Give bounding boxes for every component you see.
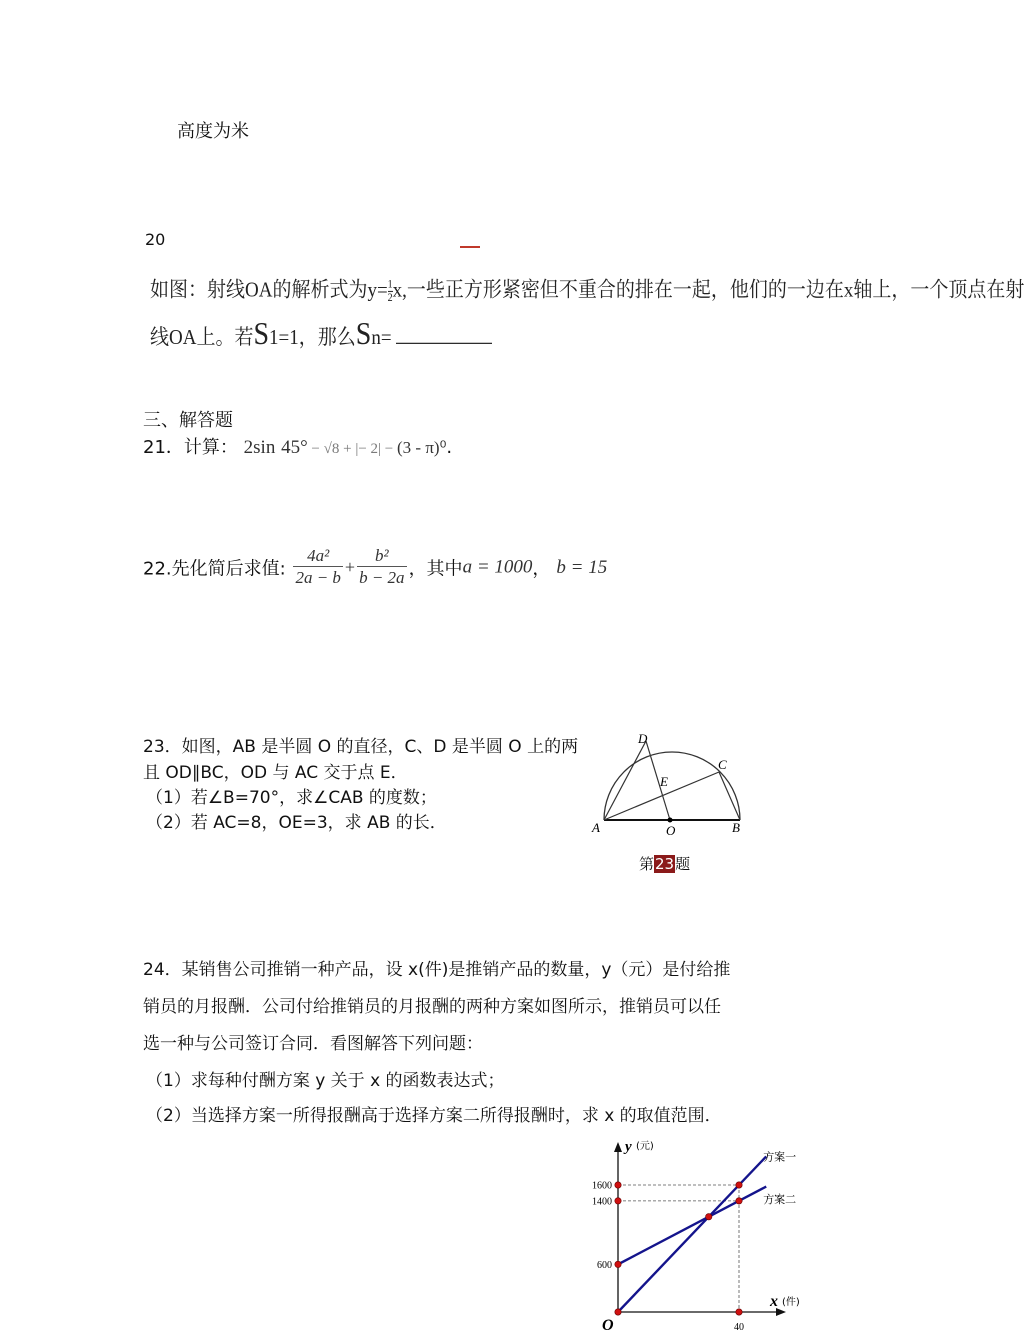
q20-line2: 线OA上。若S1=1，那么Sn= xyxy=(150,317,492,353)
figure-caption: 第23题 xyxy=(639,855,691,873)
center-point xyxy=(668,818,673,823)
x-tick-40: 40 xyxy=(734,1322,744,1333)
q23-line2: 且 OD∥BC，OD 与 AC 交于点 E． xyxy=(143,763,408,783)
q21-line: 21．计算： 2sin 45° − √8 + |− 2| − (3 - π)⁰. xyxy=(143,437,453,458)
answer-blank xyxy=(396,325,492,344)
q23-part2: （2）若 AC=8，OE=3，求 AB 的长． xyxy=(146,813,447,833)
label-o: O xyxy=(666,823,676,838)
label-c: C xyxy=(718,757,727,772)
q22-line: 22.先化简后求值: $\frac{\text{4a²}}{2a - b}$ + $\frac{\text{b²}}{b - 2a}$ ，其中a = 1000， b = 15 xyxy=(143,546,608,587)
y-axis-label: y xyxy=(625,1139,632,1155)
q23-part1: （1）若∠B=70°，求∠CAB 的度数； xyxy=(146,788,437,808)
fragment-text: 高度为米 xyxy=(177,121,249,142)
q24-part2: （2）当选择方案一所得报酬高于选择方案二所得报酬时，求 x 的取值范围． xyxy=(146,1106,722,1126)
semicircle-figure xyxy=(590,728,760,840)
origin-label: O xyxy=(602,1317,614,1334)
point-y-axis-600 xyxy=(615,1261,621,1267)
label-e: E xyxy=(660,774,668,789)
point-x-axis-40 xyxy=(736,1309,742,1315)
half-fraction: $\frac{1}{2}$ xyxy=(387,278,393,305)
section-title: 三、解答题 xyxy=(143,410,233,431)
q24-line2: 销员的月报酬．公司付给推销员的月报酬的两种方案如图所示，推销员可以任 xyxy=(143,997,721,1017)
red-mark xyxy=(460,246,480,248)
point-y-axis-1400 xyxy=(615,1198,621,1204)
y-tick-600: 600 xyxy=(597,1259,612,1271)
series-label-plan2: 方案二 xyxy=(763,1192,797,1206)
q24-line3: 选一种与公司签订合同．看图解答下列问题： xyxy=(143,1034,483,1054)
y-axis-arrow xyxy=(614,1142,622,1152)
y-tick-1600: 1600 xyxy=(592,1180,612,1192)
y-axis-unit: (元) xyxy=(636,1141,654,1152)
q23-line1: 23．如图，AB 是半圆 O 的直径，C、D 是半圆 O 上的两 xyxy=(143,737,579,757)
segment-ad xyxy=(604,741,646,820)
series-label-plan1: 方案一 xyxy=(763,1150,797,1164)
series-line-plan2 xyxy=(618,1187,766,1265)
point-y-axis-1600 xyxy=(615,1182,621,1188)
point-intersection xyxy=(706,1214,712,1220)
segment-bc xyxy=(719,772,740,820)
label-d: D xyxy=(638,731,648,746)
label-b: B xyxy=(732,820,740,835)
fraction-2: $\frac{\text{b²}}{b - 2a}$ xyxy=(359,546,405,587)
fraction-1: $\frac{\text{4a²}}{2a - b}$ xyxy=(295,546,341,587)
point-plan1-at-40 xyxy=(736,1182,742,1188)
point-plan2-at-40 xyxy=(736,1198,742,1204)
point-origin xyxy=(615,1309,621,1315)
payment-chart xyxy=(580,1132,820,1342)
y-tick-1400: 1400 xyxy=(592,1196,612,1208)
series-line-plan1 xyxy=(618,1156,766,1312)
q20-number: 20 xyxy=(145,230,166,249)
q24-line1: 24．某销售公司推销一种产品，设 x(件)是推销产品的数量，y（元）是付给推 xyxy=(143,960,731,980)
x-axis-label: x xyxy=(770,1293,778,1310)
label-a: A xyxy=(592,820,600,835)
q24-part1: （1）求每种付酬方案 y 关于 x 的函数表达式； xyxy=(146,1071,505,1091)
x-axis-unit: (件) xyxy=(782,1297,800,1308)
q20-line1: 如图：射线OA的解析式为y= $\frac{1}{2}x$,一些正方形紧密但不重合的排在一起，他们的一边在x轴上，一个顶点在射 xyxy=(150,278,1024,305)
